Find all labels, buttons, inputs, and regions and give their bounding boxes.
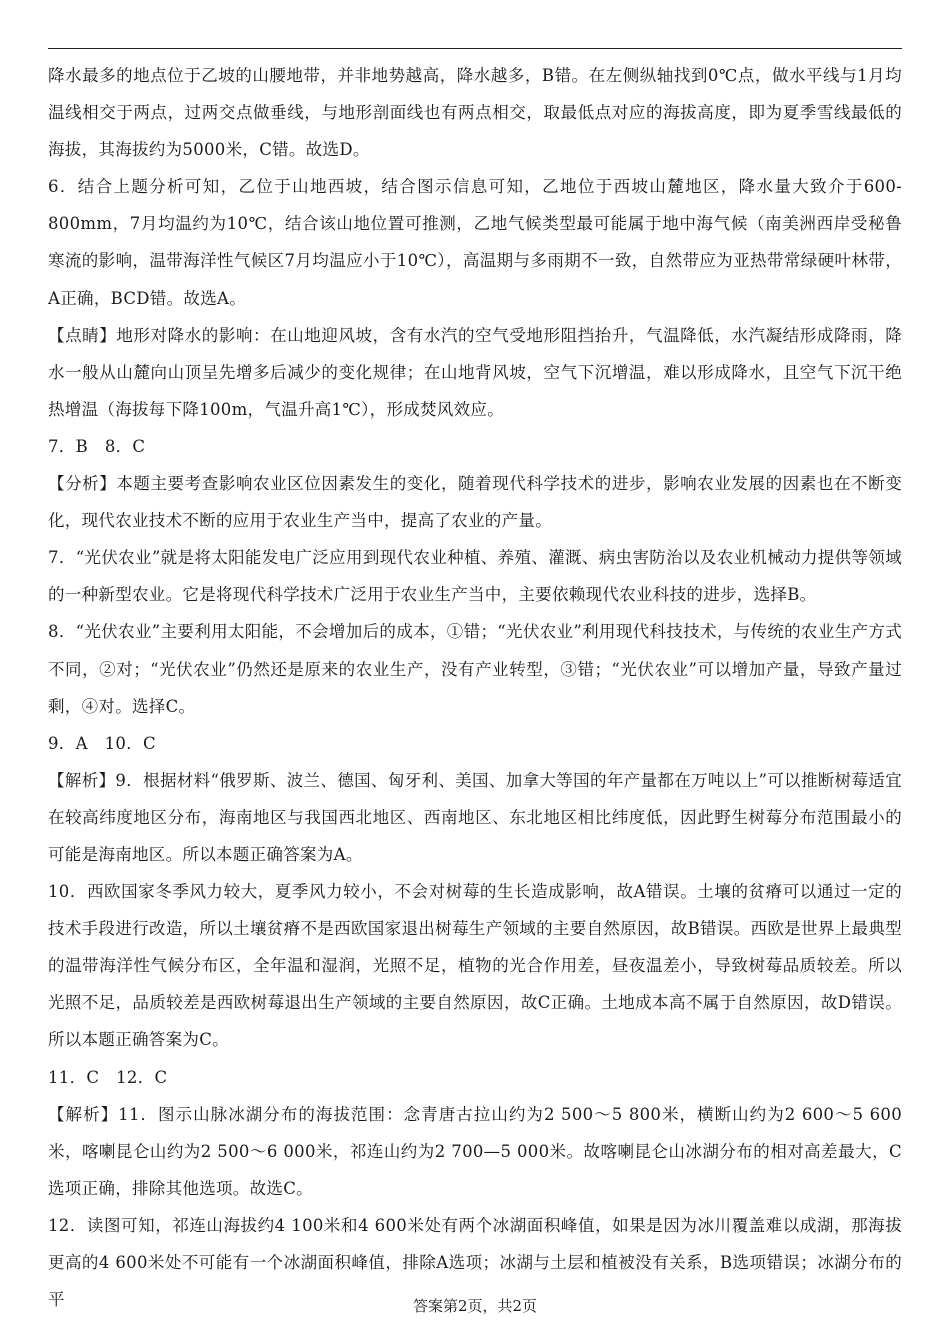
paragraph: 10．西欧国家冬季风力较大，夏季风力较小，不会对树莓的生长造成影响，故A错误。土壤的贫瘠可以通过一定的技术手段进行改造，所以土壤贫瘠不是西欧国家退出树莓生产领域的主要自然原因，故B错误。西欧是世界上最典型的温带海洋性气候分布区，全年温和湿润，光照不足，植物的光合作用差，昼夜温差小，导致树莓品质较差。所以光照不足，品质较差是西欧树莓退出生产领域的主要自然原因，故C正确。土地成本高不属于自然原因，故D错误。所以本题正确答案为C。: [48, 882, 902, 1050]
paragraph: 11．C 12．C: [48, 1067, 168, 1087]
paragraph: 【解析】9．根据材料“俄罗斯、波兰、德国、匈牙利、美国、加拿大等国的年产量都在万吨以上”可以推断树莓适宜在较高纬度地区分布，海南地区与我国西北地区、西南地区、东北地区相比纬度低，因此野生树莓分布范围最小的可能是海南地区。所以本题正确答案为A。: [48, 770, 902, 864]
answer-content: [48, 57, 902, 1318]
paragraph: 【分析】本题主要考查影响农业区位因素发生的变化，随着现代科学技术的进步，影响农业发展的因素也在不断变化，现代农业技术不断的应用于农业生产当中，提高了农业的产量。: [48, 474, 902, 531]
paragraph: 7．B 8．C: [48, 436, 146, 456]
paragraph: 12．读图可知，祁连山海拔约4 100米和4 600米处有两个冰湖面积峰值，如果是因为冰川覆盖难以成湖，那海拔更高的4 600米处不可能有一个冰湖面积峰值，排除A选项；冰湖与土层和植被没有关系，B选项错误；冰湖分布的平: [48, 1215, 902, 1310]
paragraph: 6．结合上题分析可知，乙位于山地西坡，结合图示信息可知，乙地位于西坡山麓地区，降水量大致介于600-800mm，7月均温约为10℃，结合该山地位置可推测，乙地气候类型最可能属于地中海气候（南美洲西岸受秘鲁寒流的影响，温带海洋性气候区7月均温应小于10℃），高温期与多雨期不一致，自然带应为亚热带常绿硬叶林带，A正确，BCD错。故选A。: [48, 177, 902, 308]
page-footer: 答案第2页，共2页: [412, 1297, 538, 1315]
paragraph: 8．“光伏农业”主要利用太阳能，不会增加后的成本，①错；“光伏农业”利用现代科技技术，与传统的农业生产方式不同，②对；“光伏农业”仍然还是原来的农业生产，没有产业转型，③错；“光伏农业”可以增加产量，导致产量过剩，④对。选择C。: [48, 622, 902, 716]
paragraph: 9．A 10．C: [48, 733, 156, 753]
paragraph: 【解析】11．图示山脉冰湖分布的海拔范围：念青唐古拉山约为2 500～5 800米，横断山约为2 600～5 600米，喀喇昆仑山约为2 500～6 000米，祁连山约为2 700—5 000米。故喀喇昆仑山冰湖分布的相对高差最大，C选项正确，排除其他选项。故选C。: [48, 1104, 902, 1198]
paragraph: 降水最多的地点位于乙坡的山腰地带，并非地势越高，降水越多，B错。在左侧纵轴找到0℃点，做水平线与1月均温线相交于两点，过两交点做垂线，与地形剖面线也有两点相交，取最低点对应的海拔高度，即为夏季雪线最低的海拔，其海拔约为5000米，C错。故选D。: [48, 66, 902, 160]
header-rule: [48, 48, 902, 49]
paragraph: 【点睛】地形对降水的影响：在山地迎风坡，含有水汽的空气受地形阻挡抬升，气温降低，水汽凝结形成降雨，降水一般从山麓向山顶呈先增多后减少的变化规律；在山地背风坡，空气下沉增温，难以形成降水，且空气下沉干绝热增温（海拔每下降100m，气温升高1℃），形成焚风效应。: [48, 325, 902, 419]
paragraph: 7．“光伏农业”就是将太阳能发电广泛应用到现代农业种植、养殖、灌溉、病虫害防治以及农业机械动力提供等领域的一种新型农业。它是将现代科学技术广泛用于农业生产当中，主要依赖现代农业科技的进步，选择B。: [48, 548, 902, 605]
